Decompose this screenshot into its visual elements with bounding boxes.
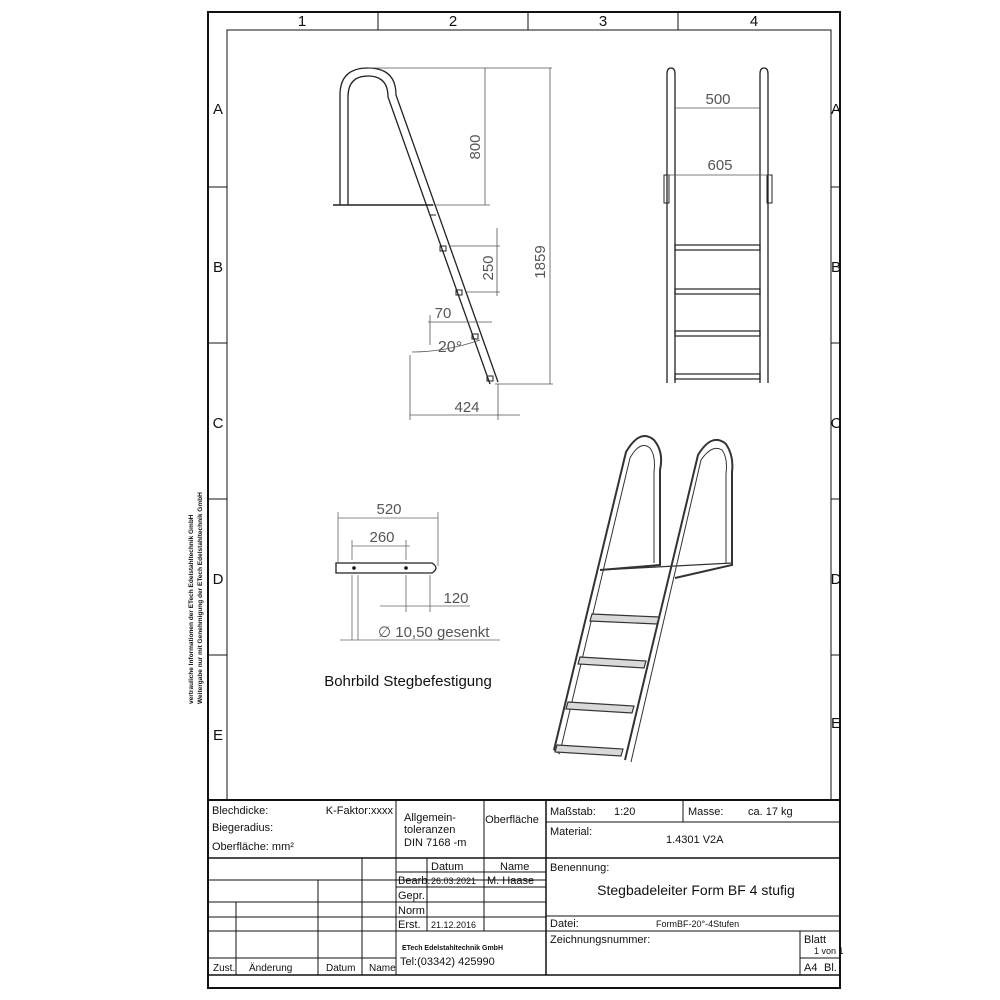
label-aenderung: Änderung	[249, 963, 293, 974]
dim-120: 120	[443, 590, 469, 607]
value-masse: ca. 17 kg	[748, 806, 793, 818]
dim-angle-20: 20°	[437, 339, 463, 356]
row-label-e-left: E	[212, 727, 224, 744]
svg-text:Weitergabe nur mit Genehmigung: Weitergabe nur mit Genehmigung der ETech Edelstahltechnik GmbH	[197, 492, 204, 704]
label-datei: Datei:	[550, 918, 579, 930]
confidentiality-note	[188, 492, 204, 704]
label-benennung: Benennung:	[550, 862, 610, 874]
column-label-3: 3	[598, 13, 608, 30]
column-label-4: 4	[749, 13, 759, 30]
row-label-c-right: C	[830, 415, 842, 432]
row-label-e-right: E	[830, 715, 842, 732]
label-masse: Masse:	[688, 806, 724, 818]
inner-frame	[227, 30, 831, 800]
side-view	[333, 68, 498, 384]
hole-note: ∅ 10,50 gesenkt	[378, 624, 490, 641]
value-blatt: 1 von 1	[814, 946, 844, 956]
front-view	[664, 68, 772, 383]
column-label-2: 2	[448, 13, 458, 30]
dim-500: 500	[705, 91, 731, 108]
label-zeichnungsnummer: Zeichnungsnummer:	[550, 934, 651, 946]
label-oberflaeche: Oberfläche	[485, 814, 539, 826]
row-label-a-right: A	[830, 101, 842, 118]
column-ticks	[378, 12, 678, 30]
company-phone: Tel:(03342) 425990	[400, 956, 495, 968]
label-bearb: Bearb.	[398, 875, 431, 887]
header-datum: Datum	[431, 861, 464, 873]
column-label-1: 1	[297, 13, 307, 30]
row-label-b-right: B	[830, 259, 842, 276]
drill-hole-left	[352, 566, 356, 570]
row-label-c-left: C	[212, 415, 224, 432]
side-view-dimensions	[368, 68, 553, 420]
label-gepr: Gepr.	[398, 890, 425, 902]
label-massstab: Maßstab:	[550, 806, 596, 818]
dim-520: 520	[376, 501, 402, 518]
label-allgemein-1: Allgemein-	[404, 812, 456, 824]
company-name: ETech Edelstahltechnik GmbH	[402, 945, 504, 952]
label-datum: Datum	[326, 963, 356, 974]
row-label-a-left: A	[212, 101, 224, 118]
dim-605: 605	[707, 157, 733, 174]
header-name: Name	[500, 861, 530, 873]
value-bearb-datum: 26.03.2021	[431, 876, 477, 886]
value-bearb-name: M. Haase	[487, 875, 535, 887]
label-biegeradius: Biegeradius:	[212, 822, 274, 834]
isometric-view	[554, 436, 732, 762]
dim-70: 70	[434, 305, 452, 322]
dim-260: 260	[369, 529, 395, 546]
value-benennung: Stegbadeleiter Form BF 4 stufig	[597, 882, 795, 898]
label-oberflaeche-mm: Oberfläche: mm²	[212, 841, 294, 853]
label-erst: Erst.	[398, 919, 421, 931]
row-ticks	[208, 187, 840, 655]
drill-pattern	[336, 512, 500, 640]
label-allgemein-3: DIN 7168 -m	[404, 837, 467, 849]
dim-424: 424	[454, 399, 480, 416]
label-blechdicke: Blechdicke:	[212, 805, 269, 817]
label-norm: Norm	[398, 905, 425, 917]
dim-800: 800	[467, 134, 484, 160]
value-datei: FormBF-20°-4Stufen	[656, 919, 740, 929]
dim-1859: 1859	[532, 245, 549, 279]
dim-250: 250	[480, 255, 497, 281]
value-erst-datum: 21.12.2016	[431, 920, 477, 930]
value-material: 1.4301 V2A	[666, 834, 724, 846]
svg-text:vertrauliche Informationen der: vertrauliche Informationen der ETech Edelstahltechnik GmbH	[188, 514, 195, 704]
label-allgemein-2: toleranzen	[404, 824, 456, 836]
outer-frame	[208, 12, 840, 988]
drill-hole-right	[404, 566, 408, 570]
drill-pattern-caption: Bohrbild Stegbefestigung	[324, 673, 492, 690]
label-k-faktor: K-Faktor:xxxx	[325, 805, 393, 817]
value-massstab: 1:20	[614, 806, 636, 818]
label-zust: Zust.	[213, 963, 236, 974]
label-blatt: Blatt	[804, 934, 827, 946]
row-label-d-right: D	[830, 571, 842, 588]
row-label-d-left: D	[212, 571, 224, 588]
row-label-b-left: B	[212, 259, 224, 276]
label-material: Material:	[550, 826, 593, 838]
label-name: Name	[369, 963, 396, 974]
label-bl: Bl.	[824, 962, 837, 974]
value-format: A4	[804, 962, 818, 974]
